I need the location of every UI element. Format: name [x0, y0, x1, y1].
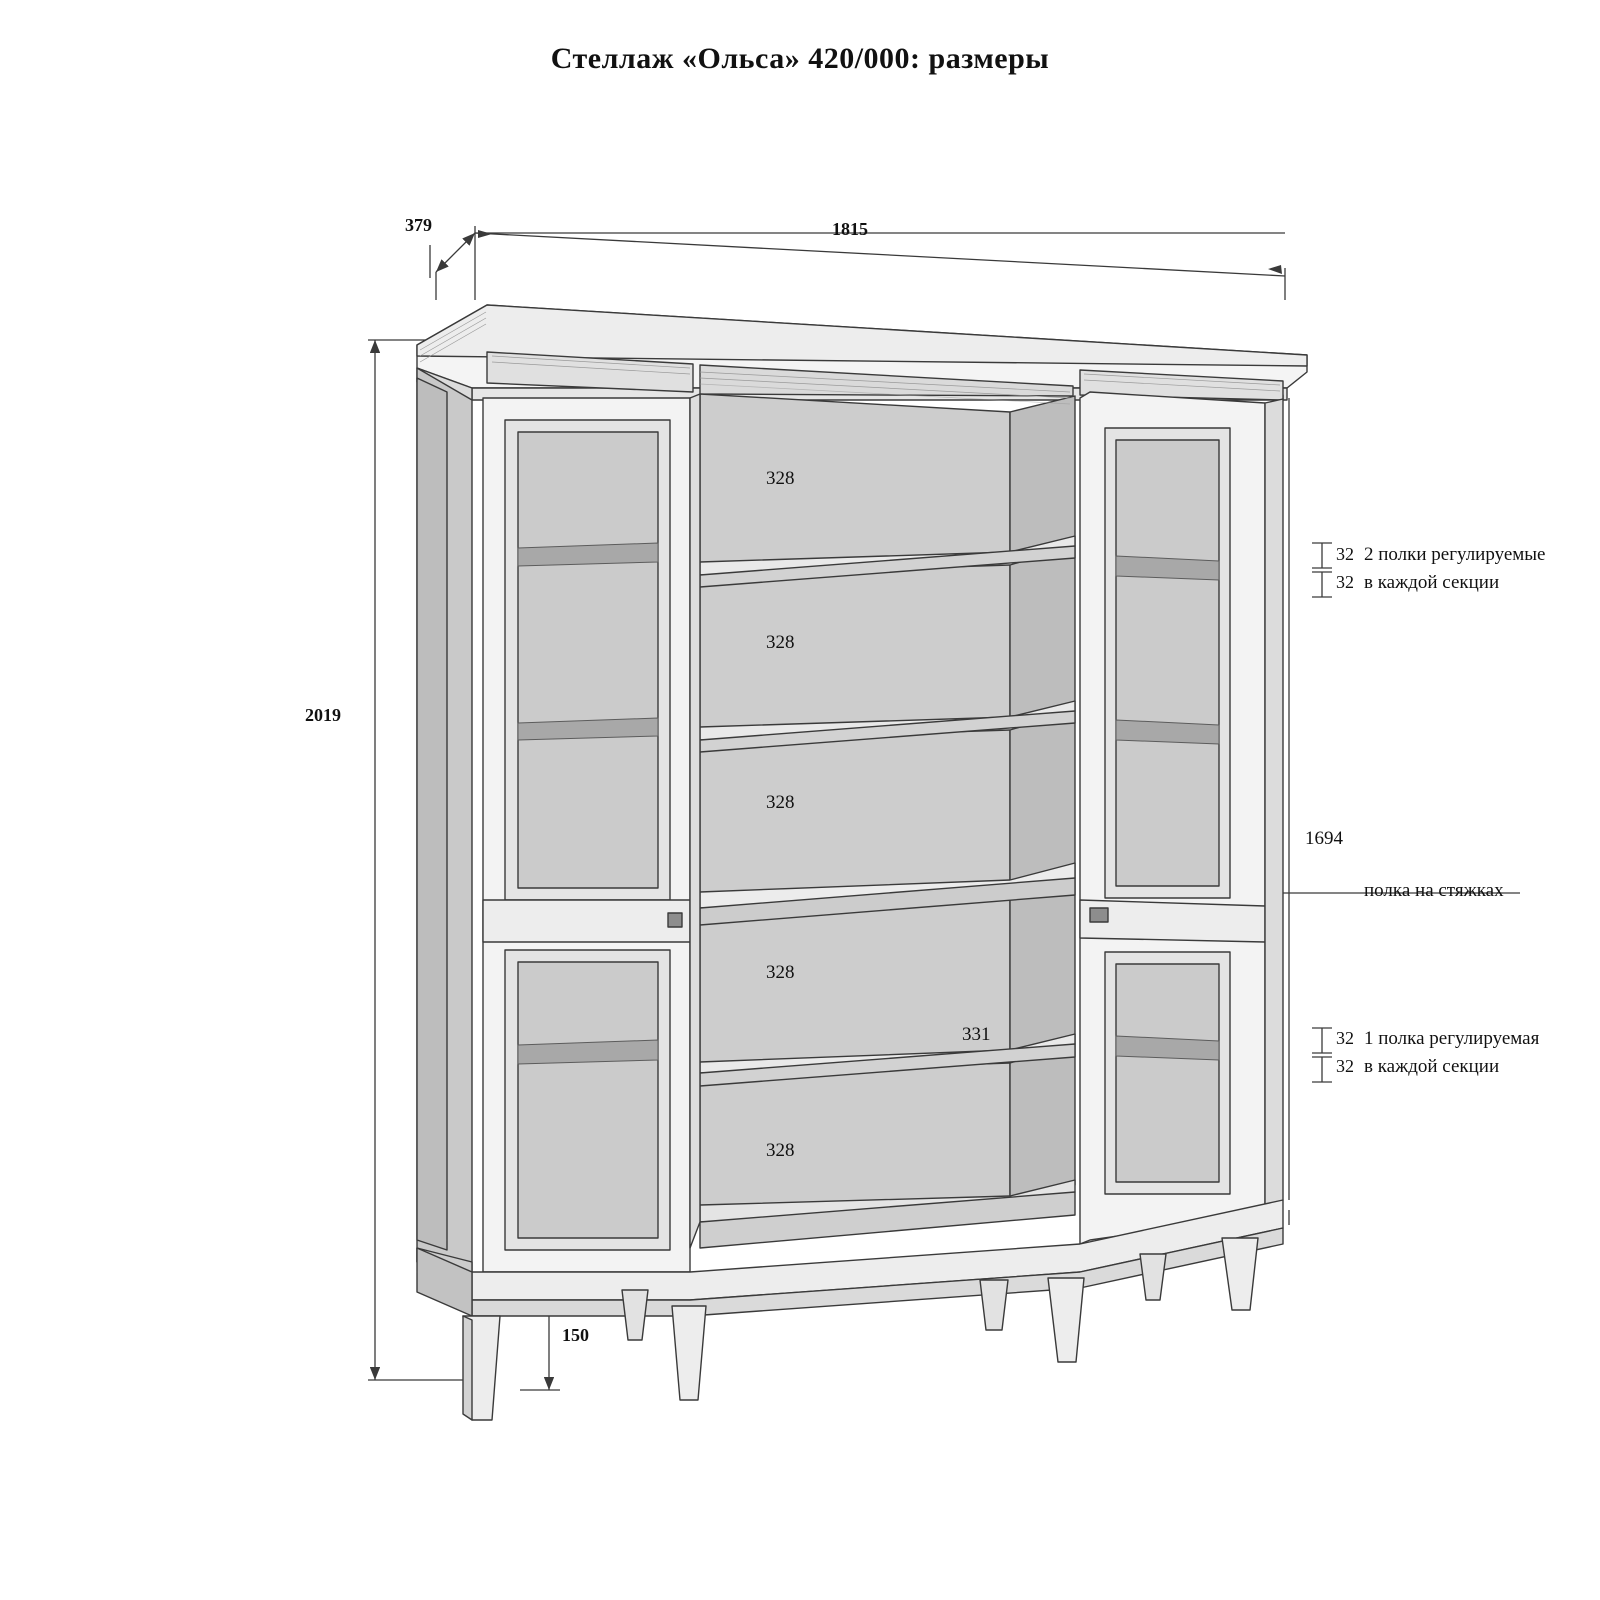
- note-bottom-line1: 1 полка регулируемая: [1364, 1028, 1540, 1049]
- dim-tie-shelf-1694: 1694: [1305, 828, 1343, 849]
- note-bottom-line2: в каждой секции: [1364, 1056, 1500, 1077]
- page-title: Стеллаж «Ольса» 420/000: размеры: [550, 42, 1050, 75]
- note-tie-shelf: полка на стяжках: [1364, 880, 1504, 901]
- dim-adj-bottom-b: 32: [1336, 1056, 1354, 1076]
- dim-depth-379: 379: [405, 215, 432, 235]
- dim-gap-5: 328: [766, 1140, 795, 1161]
- dim-adj-bottom-a: 32: [1336, 1028, 1354, 1048]
- note-top-line1: 2 полки регулируемые: [1364, 544, 1546, 565]
- dim-adj-top-b: 32: [1336, 572, 1354, 592]
- dim-width-1815: 1815: [832, 219, 868, 239]
- dim-gap-4: 328: [766, 962, 795, 983]
- dim-height-2019: 2019: [305, 705, 341, 725]
- note-top-line2: в каждой секции: [1364, 572, 1500, 593]
- dim-shelf-depth-331: 331: [962, 1024, 991, 1045]
- dim-adj-top-a: 32: [1336, 544, 1354, 564]
- dim-leg-150: 150: [562, 1325, 589, 1345]
- dim-gap-3: 328: [766, 792, 795, 813]
- dim-gap-1: 328: [766, 468, 795, 489]
- dim-gap-2: 328: [766, 632, 795, 653]
